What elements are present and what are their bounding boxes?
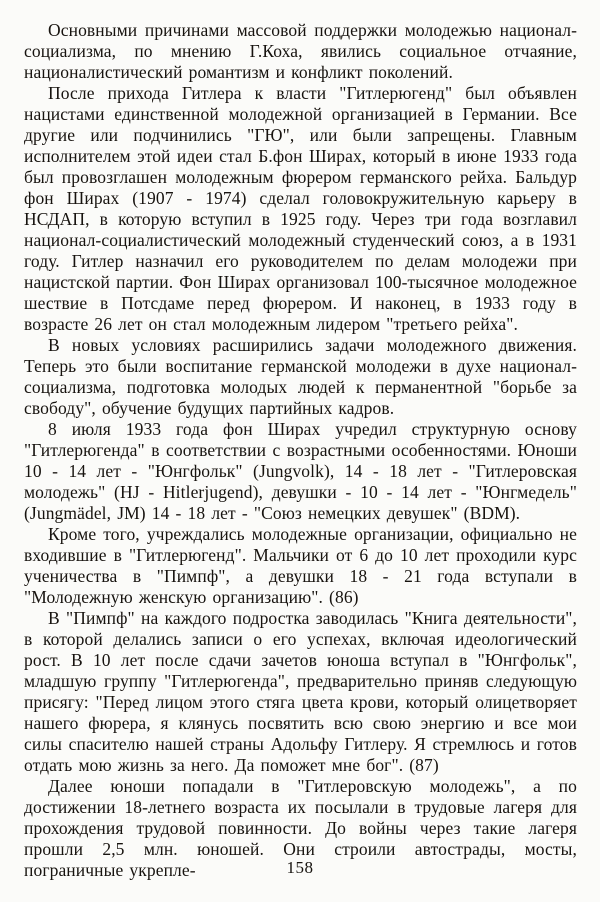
paragraph-causes: Основными причинами массовой поддержки молодежью национал-социализма, по мнению Г.Коха, явились социальное отчаяние, националистический романтизм и конфликт поколений.: [24, 20, 577, 82]
page-number: 158: [286, 858, 314, 877]
paragraph-other-organizations: Кроме того, учреждались молодежные организации, официально не входившие в "Гитлерюгенд". Мальчики от 6 до 10 лет проходили курс ученичества в "Пимпф", а девушки 18 - 21 года вступали в "Молодежную женскую организацию". (86): [24, 524, 577, 607]
paragraph-hitlerjugend-founding: После прихода Гитлера к власти "Гитлерюгенд" был объявлен нацистами единственной молодежной организацией в Германии. Все другие или подчинились "ГЮ", или были запрещены. Главным исполнителем этой идеи стал Б.фон Ширах, который в июне 1933 года был провозглашен молодежным фюрером германского рейха. Бальдур фон Ширах (1907 - 1974) сделал головокружительную карьеру в НСДАП, в которую вступил в 1925 году. Через три года возглавил национал-социалистический молодежный студенческий союз, а в 1931 году. Гитлер назначил его руководителем по делам молодежи при нацистской партии. Фон Ширах организовал 100-тысячное молодежное шествие в Потсдаме перед фюрером. И наконец, в 1933 году в возрасте 26 лет он стал молодежным лидером "третьего рейха".: [24, 83, 577, 334]
page-text: [24, 20, 577, 881]
paragraph-age-structure: 8 июля 1933 года фон Ширах учредил структурную основу "Гитлерюгенда" в соответствии с возрастными особенностями. Юноши 10 - 14 лет - "Юнгфольк" (Jungvolk), 14 - 18 лет - "Гитлеровская молодежь" (HJ - Hitlerjugend), девушки - 10 - 14 лет - "Юнгмедель" (Jungmädel, JM) 14 - 18 лет - "Союз немецких девушек" (BDM).: [24, 419, 577, 523]
paragraph-pimpf-oath: В "Пимпф" на каждого подростка заводилась "Книга деятельности", в которой делались записи о его успехах, включая идеологический рост. В 10 лет после сдачи зачетов юноша вступал в "Юнгфольк", младшую группу "Гитлерюгенда", предварительно приняв следующую присягу: "Перед лицом этого стяга цвета крови, который олицетворяет нашего фюрера, я клянусь посвятить всю свою энергию и все мои силы спасителю нашей страны Адольфу Гитлеру. Я стремлюсь и готов отдать мою жизнь за него. Да поможет мне бог". (87): [24, 608, 577, 775]
paragraph-new-tasks: В новых условиях расширились задачи молодежного движения. Теперь это были воспитание германской молодежи в духе национал-социализма, подготовка молодых людей к перманентной "борьбе за свободу", обучение будущих партийных кадров.: [24, 335, 577, 418]
paragraph-labor-camps: Далее юноши попадали в "Гитлеровскую молодежь", а по достижении 18-летнего возраста их посылали в трудовые лагеря для прохождения трудовой повинности. До войны через такие лагеря прошли 2,5 млн. юношей. Они строили автострады, мосты, пограничные укрепле-: [24, 776, 577, 880]
